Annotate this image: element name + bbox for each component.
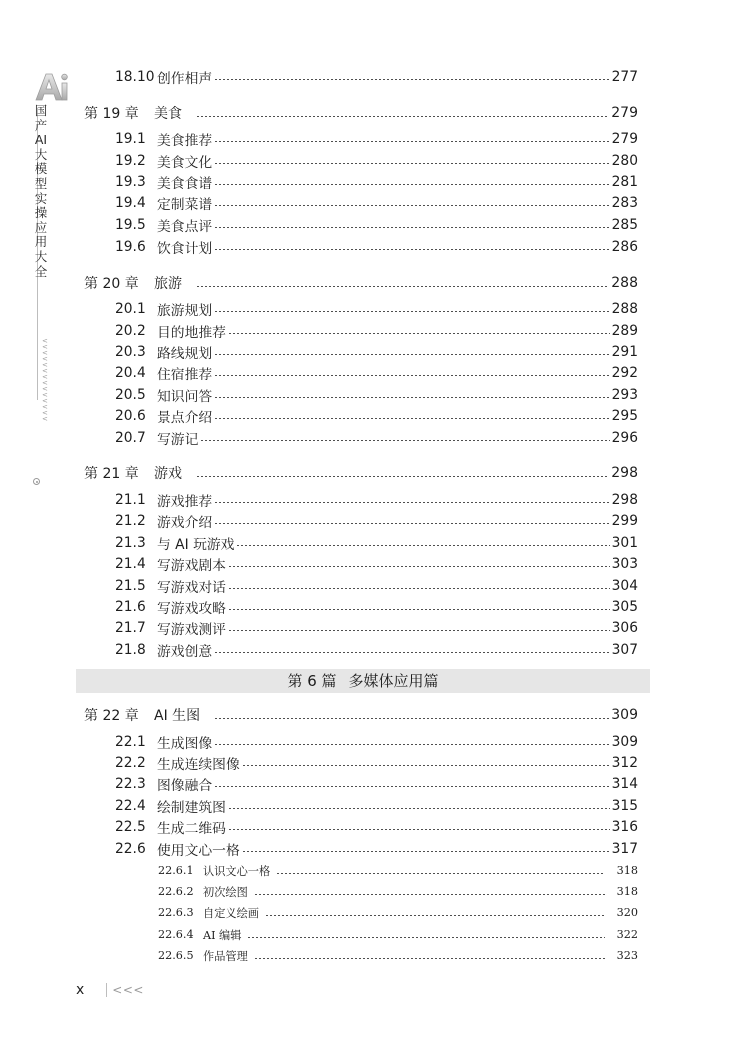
entry-page-number: 286 <box>611 238 638 255</box>
entry-page-number: 293 <box>611 386 638 403</box>
dot-leader <box>214 502 609 503</box>
entry-number: 22.5 <box>115 818 146 835</box>
entry-number: 19.6 <box>115 238 146 255</box>
entry-number: 20.2 <box>115 322 146 339</box>
entry-page-number: 305 <box>611 598 638 615</box>
dot-leader <box>200 440 609 441</box>
entry-page-number: 299 <box>611 512 638 529</box>
entry-number: 22.6.4 <box>158 928 194 941</box>
entry-title: 旅游规划 <box>157 302 213 319</box>
entry-title: 作品管理 <box>203 949 248 963</box>
part-heading <box>76 669 650 693</box>
toc-section-entry[interactable] <box>0 617 750 638</box>
entry-number: 20.1 <box>115 300 146 317</box>
dot-leader <box>214 744 609 745</box>
entry-title: 图像融合 <box>157 777 213 794</box>
entry-number: 21.5 <box>115 577 146 594</box>
dot-leader <box>254 958 605 959</box>
entry-title: 初次绘图 <box>203 885 248 899</box>
toc-section-entry[interactable] <box>0 236 750 257</box>
entry-page-number: 288 <box>611 300 638 317</box>
dot-leader <box>228 588 610 589</box>
toc-section-entry[interactable] <box>0 298 750 319</box>
toc-section-entry[interactable] <box>0 639 750 660</box>
footer-divider <box>106 983 107 997</box>
entry-page-number: 309 <box>611 733 638 750</box>
entry-number: 22.6.5 <box>158 949 194 962</box>
entry-title: 创作相声 <box>157 70 213 87</box>
dot-leader <box>214 652 609 653</box>
toc-section-entry[interactable] <box>0 752 750 773</box>
entry-title: 生成二维码 <box>157 820 226 837</box>
entry-title: 认识文心一格 <box>203 864 271 878</box>
entry-page-number: 296 <box>611 429 638 446</box>
entry-title: 游戏创意 <box>157 643 213 660</box>
part-title: 多媒体应用篇 <box>348 672 439 690</box>
toc-subsection-entry[interactable] <box>0 945 750 966</box>
entry-number: 19.2 <box>115 152 146 169</box>
toc-section-entry[interactable] <box>0 816 750 837</box>
entry-page-number: 315 <box>611 797 638 814</box>
toc-chapter-entry[interactable] <box>0 101 750 125</box>
entry-page-number: 277 <box>611 68 638 85</box>
entry-number: 22.1 <box>115 733 146 750</box>
dot-leader <box>247 937 604 938</box>
dot-leader <box>214 786 609 787</box>
entry-title: 美食文化 <box>157 154 213 171</box>
entry-page-number: 281 <box>611 173 638 190</box>
entry-page-number: 307 <box>611 641 638 658</box>
dot-leader <box>214 397 609 398</box>
toc-section-entry[interactable] <box>0 384 750 405</box>
toc-chapter-entry[interactable] <box>0 703 750 727</box>
entry-number: 21.7 <box>115 619 146 636</box>
entry-page-number: 283 <box>611 194 638 211</box>
entry-number: 21.3 <box>115 534 146 551</box>
entry-title: 定制菜谱 <box>157 196 213 213</box>
dot-leader <box>214 718 609 719</box>
entry-title: 自定义绘画 <box>203 906 259 920</box>
entry-title: 景点介绍 <box>157 409 213 426</box>
entry-page-number: 318 <box>616 885 638 898</box>
entry-number: 22.6.3 <box>158 906 194 919</box>
entry-number: 21.2 <box>115 512 146 529</box>
entry-title: 写游戏对话 <box>157 579 226 596</box>
page-number: x <box>76 982 85 998</box>
dot-leader <box>214 205 609 206</box>
entry-title: 与 AI 玩游戏 <box>157 536 235 553</box>
entry-title: 美食点评 <box>157 218 213 235</box>
entry-title: 游戏介绍 <box>157 514 213 531</box>
entry-page-number: 285 <box>611 216 638 233</box>
toc-section-entry[interactable] <box>0 405 750 426</box>
dot-leader <box>214 184 609 185</box>
entry-title: 写游戏测评 <box>157 621 226 638</box>
entry-page-number: 279 <box>611 105 638 121</box>
toc-section-entry[interactable] <box>0 596 750 617</box>
entry-page-number: 288 <box>611 275 638 291</box>
entry-page-number: 322 <box>616 928 638 941</box>
dot-leader <box>228 808 610 809</box>
entry-title: 写游戏攻略 <box>157 600 226 617</box>
toc-subsection-entry[interactable] <box>0 860 750 881</box>
toc-section-entry[interactable] <box>0 489 750 510</box>
dot-leader <box>196 286 609 287</box>
entry-number: 第 20 章 <box>84 276 139 292</box>
entry-number: 22.2 <box>115 754 146 771</box>
entry-number: 18.10 <box>115 68 155 85</box>
entry-page-number: 295 <box>611 407 638 424</box>
entry-title: 旅游 <box>154 276 182 292</box>
toc-subsection-entry[interactable] <box>0 902 750 923</box>
entry-page-number: 303 <box>611 555 638 572</box>
entry-title: 美食食谱 <box>157 175 213 192</box>
entry-number: 22.6.1 <box>158 864 194 877</box>
dot-leader <box>236 545 609 546</box>
entry-title: 绘制建筑图 <box>157 799 226 816</box>
entry-page-number: 291 <box>611 343 638 360</box>
entry-title: 游戏推荐 <box>157 493 213 510</box>
dot-leader <box>214 141 609 142</box>
toc-section-entry[interactable] <box>0 66 750 87</box>
toc-section-entry[interactable] <box>0 192 750 213</box>
dot-leader <box>228 829 610 830</box>
entry-number: 19.3 <box>115 173 146 190</box>
entry-number: 20.4 <box>115 364 146 381</box>
entry-title: 路线规划 <box>157 345 213 362</box>
entry-title: 写游戏剧本 <box>157 557 226 574</box>
entry-number: 22.6 <box>115 840 146 857</box>
entry-number: 22.6.2 <box>158 885 194 898</box>
dot-leader <box>196 116 609 117</box>
entry-number: 21.1 <box>115 491 146 508</box>
entry-title: 生成图像 <box>157 735 213 752</box>
dot-leader <box>228 630 610 631</box>
entry-number: 21.8 <box>115 641 146 658</box>
entry-page-number: 316 <box>611 818 638 835</box>
dot-leader <box>214 163 609 164</box>
entry-title: 住宿推荐 <box>157 366 213 383</box>
dot-leader <box>254 894 605 895</box>
entry-page-number: 318 <box>616 864 638 877</box>
toc-section-entry[interactable] <box>0 341 750 362</box>
entry-title: 目的地推荐 <box>157 324 226 341</box>
dot-leader <box>214 523 609 524</box>
toc-section-entry[interactable] <box>0 795 750 816</box>
entry-number: 第 21 章 <box>84 466 139 482</box>
dot-leader <box>196 476 609 477</box>
entry-title: 美食 <box>154 106 182 122</box>
entry-page-number: 323 <box>616 949 638 962</box>
entry-page-number: 279 <box>611 130 638 147</box>
entry-title: 知识问答 <box>157 388 213 405</box>
toc-subsection-entry[interactable] <box>0 881 750 902</box>
page-footer <box>76 980 144 1000</box>
toc-chapter-entry[interactable] <box>0 271 750 295</box>
dot-leader <box>265 915 605 916</box>
dot-leader <box>228 333 610 334</box>
dot-leader <box>214 354 609 355</box>
entry-page-number: 298 <box>611 465 638 481</box>
entry-title: 写游记 <box>157 431 199 448</box>
entry-title: 生成连续图像 <box>157 756 240 773</box>
entry-number: 20.7 <box>115 429 146 446</box>
toc-section-entry[interactable] <box>0 362 750 383</box>
entry-page-number: 306 <box>611 619 638 636</box>
dot-leader <box>214 227 609 228</box>
toc-subsection-entry[interactable] <box>0 924 750 945</box>
entry-title: 游戏 <box>154 466 182 482</box>
entry-title: AI 生图 <box>154 708 201 724</box>
entry-number: 20.6 <box>115 407 146 424</box>
entry-page-number: 312 <box>611 754 638 771</box>
entry-page-number: 314 <box>611 775 638 792</box>
dot-leader <box>242 765 610 766</box>
entry-page-number: 289 <box>611 322 638 339</box>
dot-leader <box>214 79 609 80</box>
entry-title: AI 编辑 <box>203 928 242 942</box>
entry-number: 19.1 <box>115 130 146 147</box>
toc-section-entry[interactable] <box>0 427 750 448</box>
entry-number: 21.6 <box>115 598 146 615</box>
entry-number: 第 22 章 <box>84 708 139 724</box>
dot-leader <box>242 851 610 852</box>
entry-title: 美食推荐 <box>157 132 213 149</box>
entry-title: 饮食计划 <box>157 240 213 257</box>
entry-page-number: 309 <box>611 707 638 723</box>
toc-section-entry[interactable] <box>0 150 750 171</box>
toc-section-entry[interactable] <box>0 171 750 192</box>
toc-section-entry[interactable] <box>0 128 750 149</box>
toc-section-entry[interactable] <box>0 553 750 574</box>
toc-section-entry[interactable] <box>0 510 750 531</box>
toc-section-entry[interactable] <box>0 575 750 596</box>
entry-number: 22.3 <box>115 775 146 792</box>
entry-page-number: 301 <box>611 534 638 551</box>
entry-number: 20.3 <box>115 343 146 360</box>
rail-chevrons: <<<<<<<<<<<<<< <box>42 337 48 423</box>
entry-number: 21.4 <box>115 555 146 572</box>
entry-page-number: 298 <box>611 491 638 508</box>
toc-section-entry[interactable] <box>0 731 750 752</box>
entry-page-number: 304 <box>611 577 638 594</box>
dot-leader <box>214 375 609 376</box>
entry-number: 19.4 <box>115 194 146 211</box>
entry-page-number: 320 <box>616 906 638 919</box>
dot-leader <box>228 566 610 567</box>
entry-number: 19.5 <box>115 216 146 233</box>
footer-chevrons: <<< <box>112 983 144 997</box>
toc-section-entry[interactable] <box>0 838 750 859</box>
entry-title: 使用文心一格 <box>157 842 240 859</box>
entry-page-number: 292 <box>611 364 638 381</box>
toc-section-entry[interactable] <box>0 320 750 341</box>
toc-chapter-entry[interactable] <box>0 461 750 485</box>
dot-leader <box>214 418 609 419</box>
entry-page-number: 280 <box>611 152 638 169</box>
dot-leader <box>228 609 610 610</box>
part-number: 第 6 篇 <box>287 672 337 690</box>
book-title-vertical: 国产AI大模型实操应用大全 <box>34 103 48 279</box>
dot-leader <box>214 249 609 250</box>
toc-section-entry[interactable] <box>0 532 750 553</box>
entry-number: 20.5 <box>115 386 146 403</box>
toc-section-entry[interactable] <box>0 773 750 794</box>
dot-leader <box>214 311 609 312</box>
entry-page-number: 317 <box>611 840 638 857</box>
entry-number: 第 19 章 <box>84 106 139 122</box>
entry-number: 22.4 <box>115 797 146 814</box>
toc-section-entry[interactable] <box>0 214 750 235</box>
dot-leader <box>276 873 605 874</box>
